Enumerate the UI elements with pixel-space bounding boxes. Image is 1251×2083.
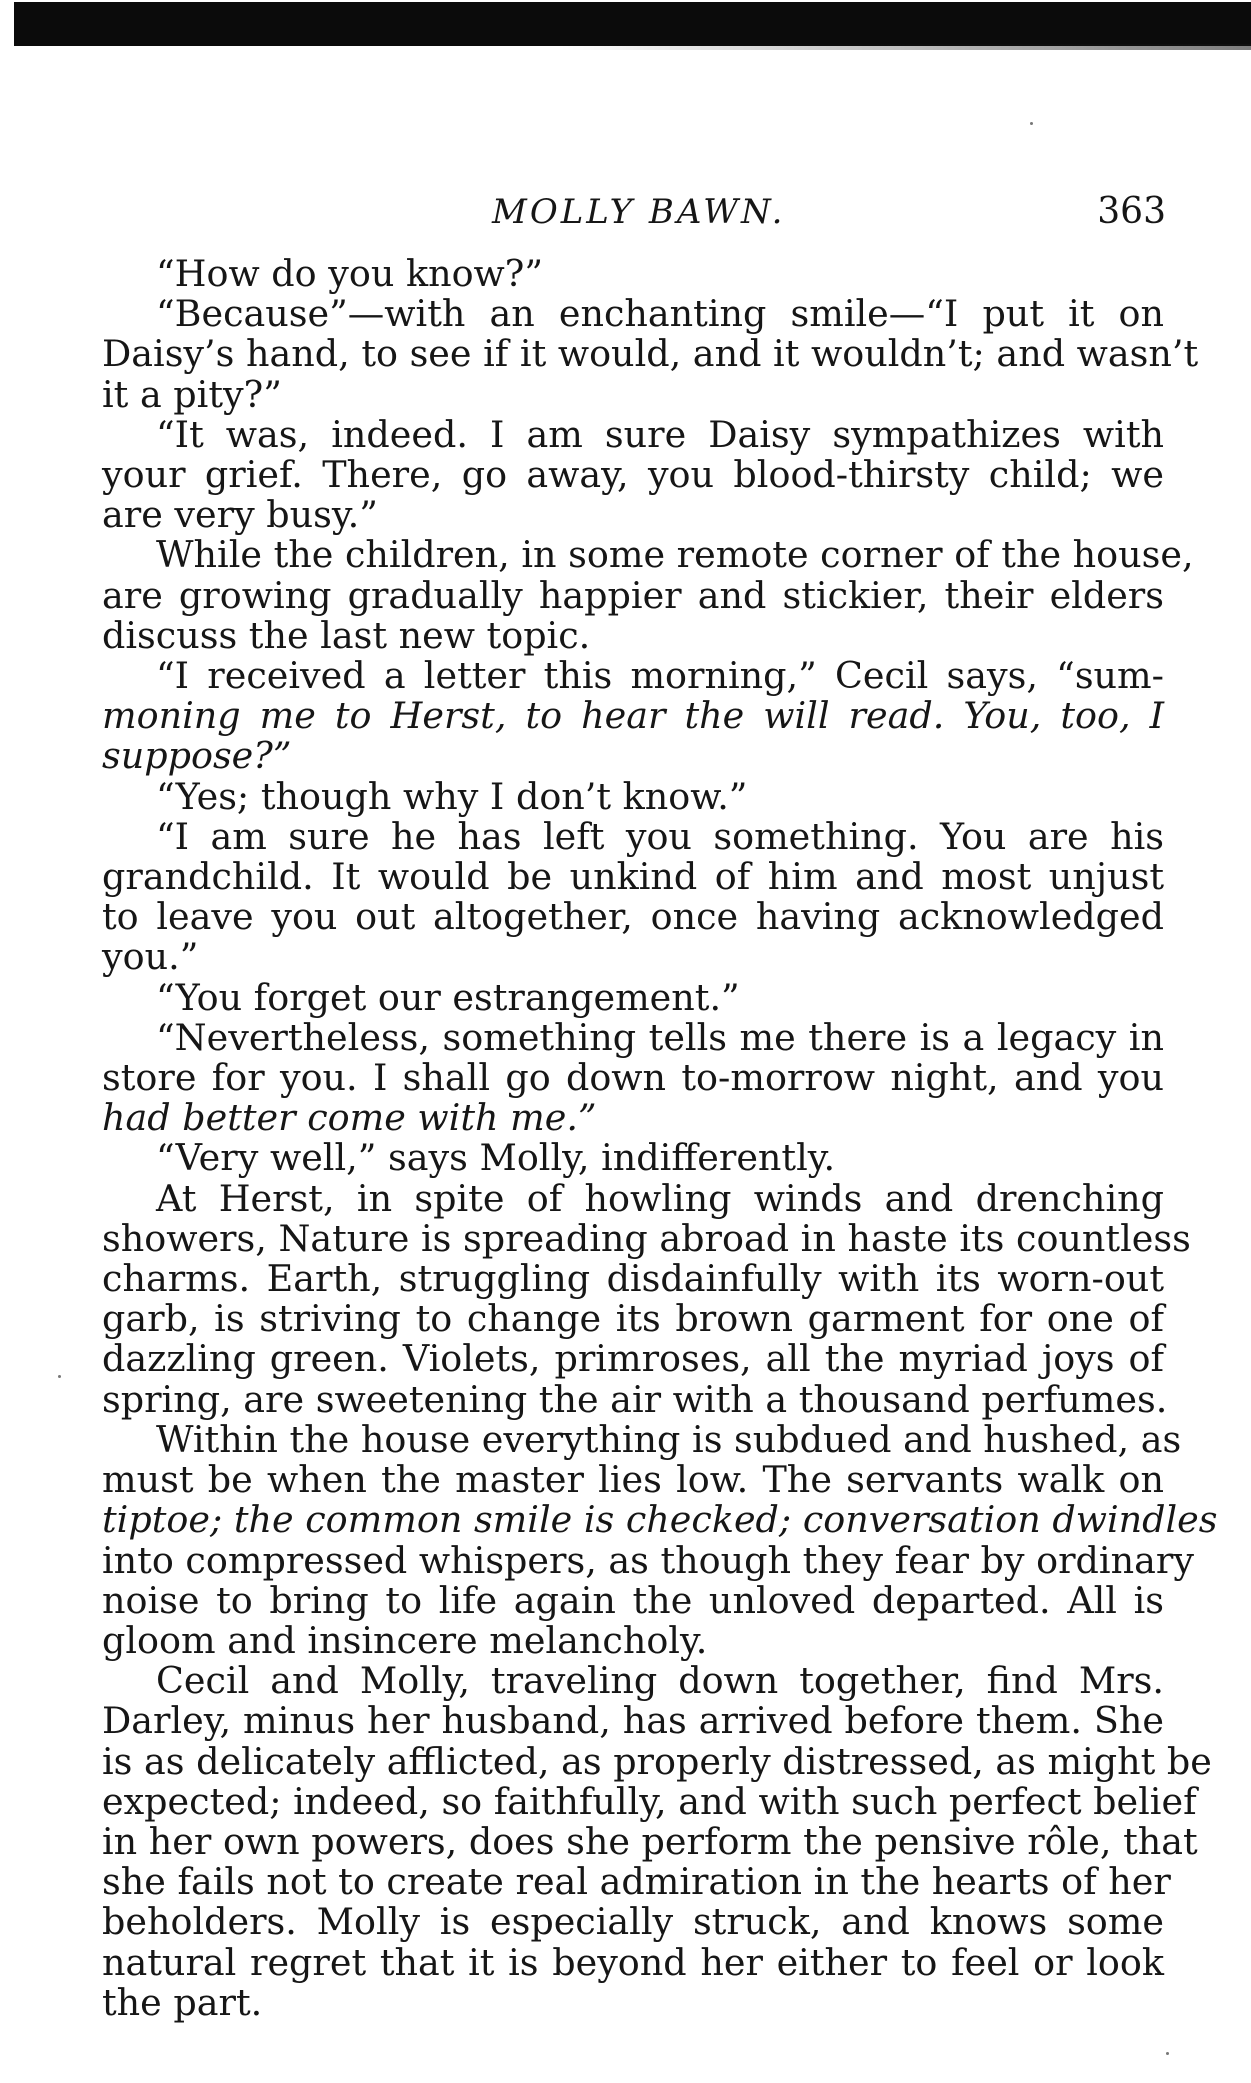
text-line: While the children, in some remote corner of the house, — [156, 533, 1194, 577]
text-line: Darley, minus her husband, has arrived before them. She — [102, 1699, 1164, 1743]
top-page-edge-fade — [560, 44, 1251, 50]
text-line: in her own powers, does she perform the pensive rôle, that — [102, 1819, 1198, 1863]
text-line: store for you. I shall go down to-morrow night, and you — [102, 1056, 1164, 1100]
text-line: into compressed whispers, as though they fear by ordinary — [102, 1538, 1194, 1582]
text-line: must be when the master lies low. The servants walk on — [102, 1458, 1164, 1502]
text-line: had better come with me.” — [102, 1096, 597, 1140]
paper-speck — [1166, 2052, 1169, 2055]
text-line: noise to bring to life again the unloved departed. All is — [102, 1578, 1164, 1622]
text-line: charms. Earth, struggling disdainfully with its worn-out — [102, 1257, 1164, 1301]
text-line: “I received a letter this morning,” Cecil says, “sum- — [156, 654, 1164, 698]
text-line: “Because”—with an enchanting smile—“I put it on — [156, 292, 1164, 336]
running-title: MOLLY BAWN. — [492, 192, 786, 232]
text-line: Daisy’s hand, to see if it would, and it wouldn’t; and wasn’t — [102, 332, 1199, 376]
text-line: are growing gradually happier and stickier, their elders — [102, 573, 1164, 617]
text-line: suppose?” — [102, 734, 292, 778]
text-line: “Yes; though why I don’t know.” — [156, 774, 748, 818]
text-line: it a pity?” — [102, 372, 282, 416]
text-line: your grief. There, go away, you blood-thirsty child; we — [102, 453, 1164, 497]
text-line: discuss the last new topic. — [102, 613, 591, 657]
text-line: “Nevertheless, something tells me there is a legacy in — [156, 1015, 1164, 1059]
text-line: she fails not to create real admiration in the hearts of her — [102, 1860, 1171, 1904]
text-line: showers, Nature is spreading abroad in haste its countless — [102, 1216, 1191, 1260]
text-line: garb, is striving to change its brown garment for one of — [102, 1297, 1164, 1341]
body-text — [102, 252, 1218, 2024]
text-line: to leave you out altogether, once having acknowledged — [102, 895, 1164, 939]
text-line: “Very well,” says Molly, indifferently. — [156, 1136, 836, 1180]
text-line: you.” — [102, 935, 199, 979]
text-line: gloom and insincere melancholy. — [102, 1618, 708, 1662]
text-line: tiptoe; the common smile is checked; conversation dwindles — [102, 1498, 1218, 1542]
text-line: are very busy.” — [102, 493, 378, 537]
text-line: dazzling green. Violets, primroses, all the myriad joys of — [102, 1337, 1164, 1381]
text-line: Cecil and Molly, traveling down together, find Mrs. — [156, 1659, 1164, 1703]
text-line: “I am sure he has left you something. You are his — [156, 814, 1164, 858]
text-line: is as delicately afflicted, as properly distressed, as might be — [102, 1739, 1212, 1783]
text-line: the part. — [102, 1980, 263, 2024]
text-line: expected; indeed, so faithfully, and with such perfect belief — [102, 1779, 1197, 1823]
top-page-edge-shadow — [14, 2, 1251, 46]
paper-speck — [1030, 122, 1033, 125]
text-line: “It was, indeed. I am sure Daisy sympathizes with — [156, 412, 1164, 456]
text-line: “You forget our estrangement.” — [156, 975, 740, 1019]
text-line: beholders. Molly is especially struck, and knows some — [102, 1900, 1164, 1944]
running-head — [0, 188, 1251, 236]
text-line: moning me to Herst, to hear the will read. You, too, I — [102, 694, 1164, 738]
paper-speck — [58, 1375, 61, 1378]
text-line: “How do you know?” — [156, 252, 544, 295]
page-number: 363 — [1097, 191, 1166, 232]
text-line: grandchild. It would be unkind of him and most unjust — [102, 855, 1164, 899]
text-line: Within the house everything is subdued and hushed, as — [156, 1417, 1182, 1461]
text-line: At Herst, in spite of howling winds and drenching — [156, 1176, 1164, 1220]
text-line: spring, are sweetening the air with a thousand perfumes. — [102, 1377, 1168, 1421]
text-line: natural regret that it is beyond her either to feel or look — [102, 1940, 1164, 1984]
